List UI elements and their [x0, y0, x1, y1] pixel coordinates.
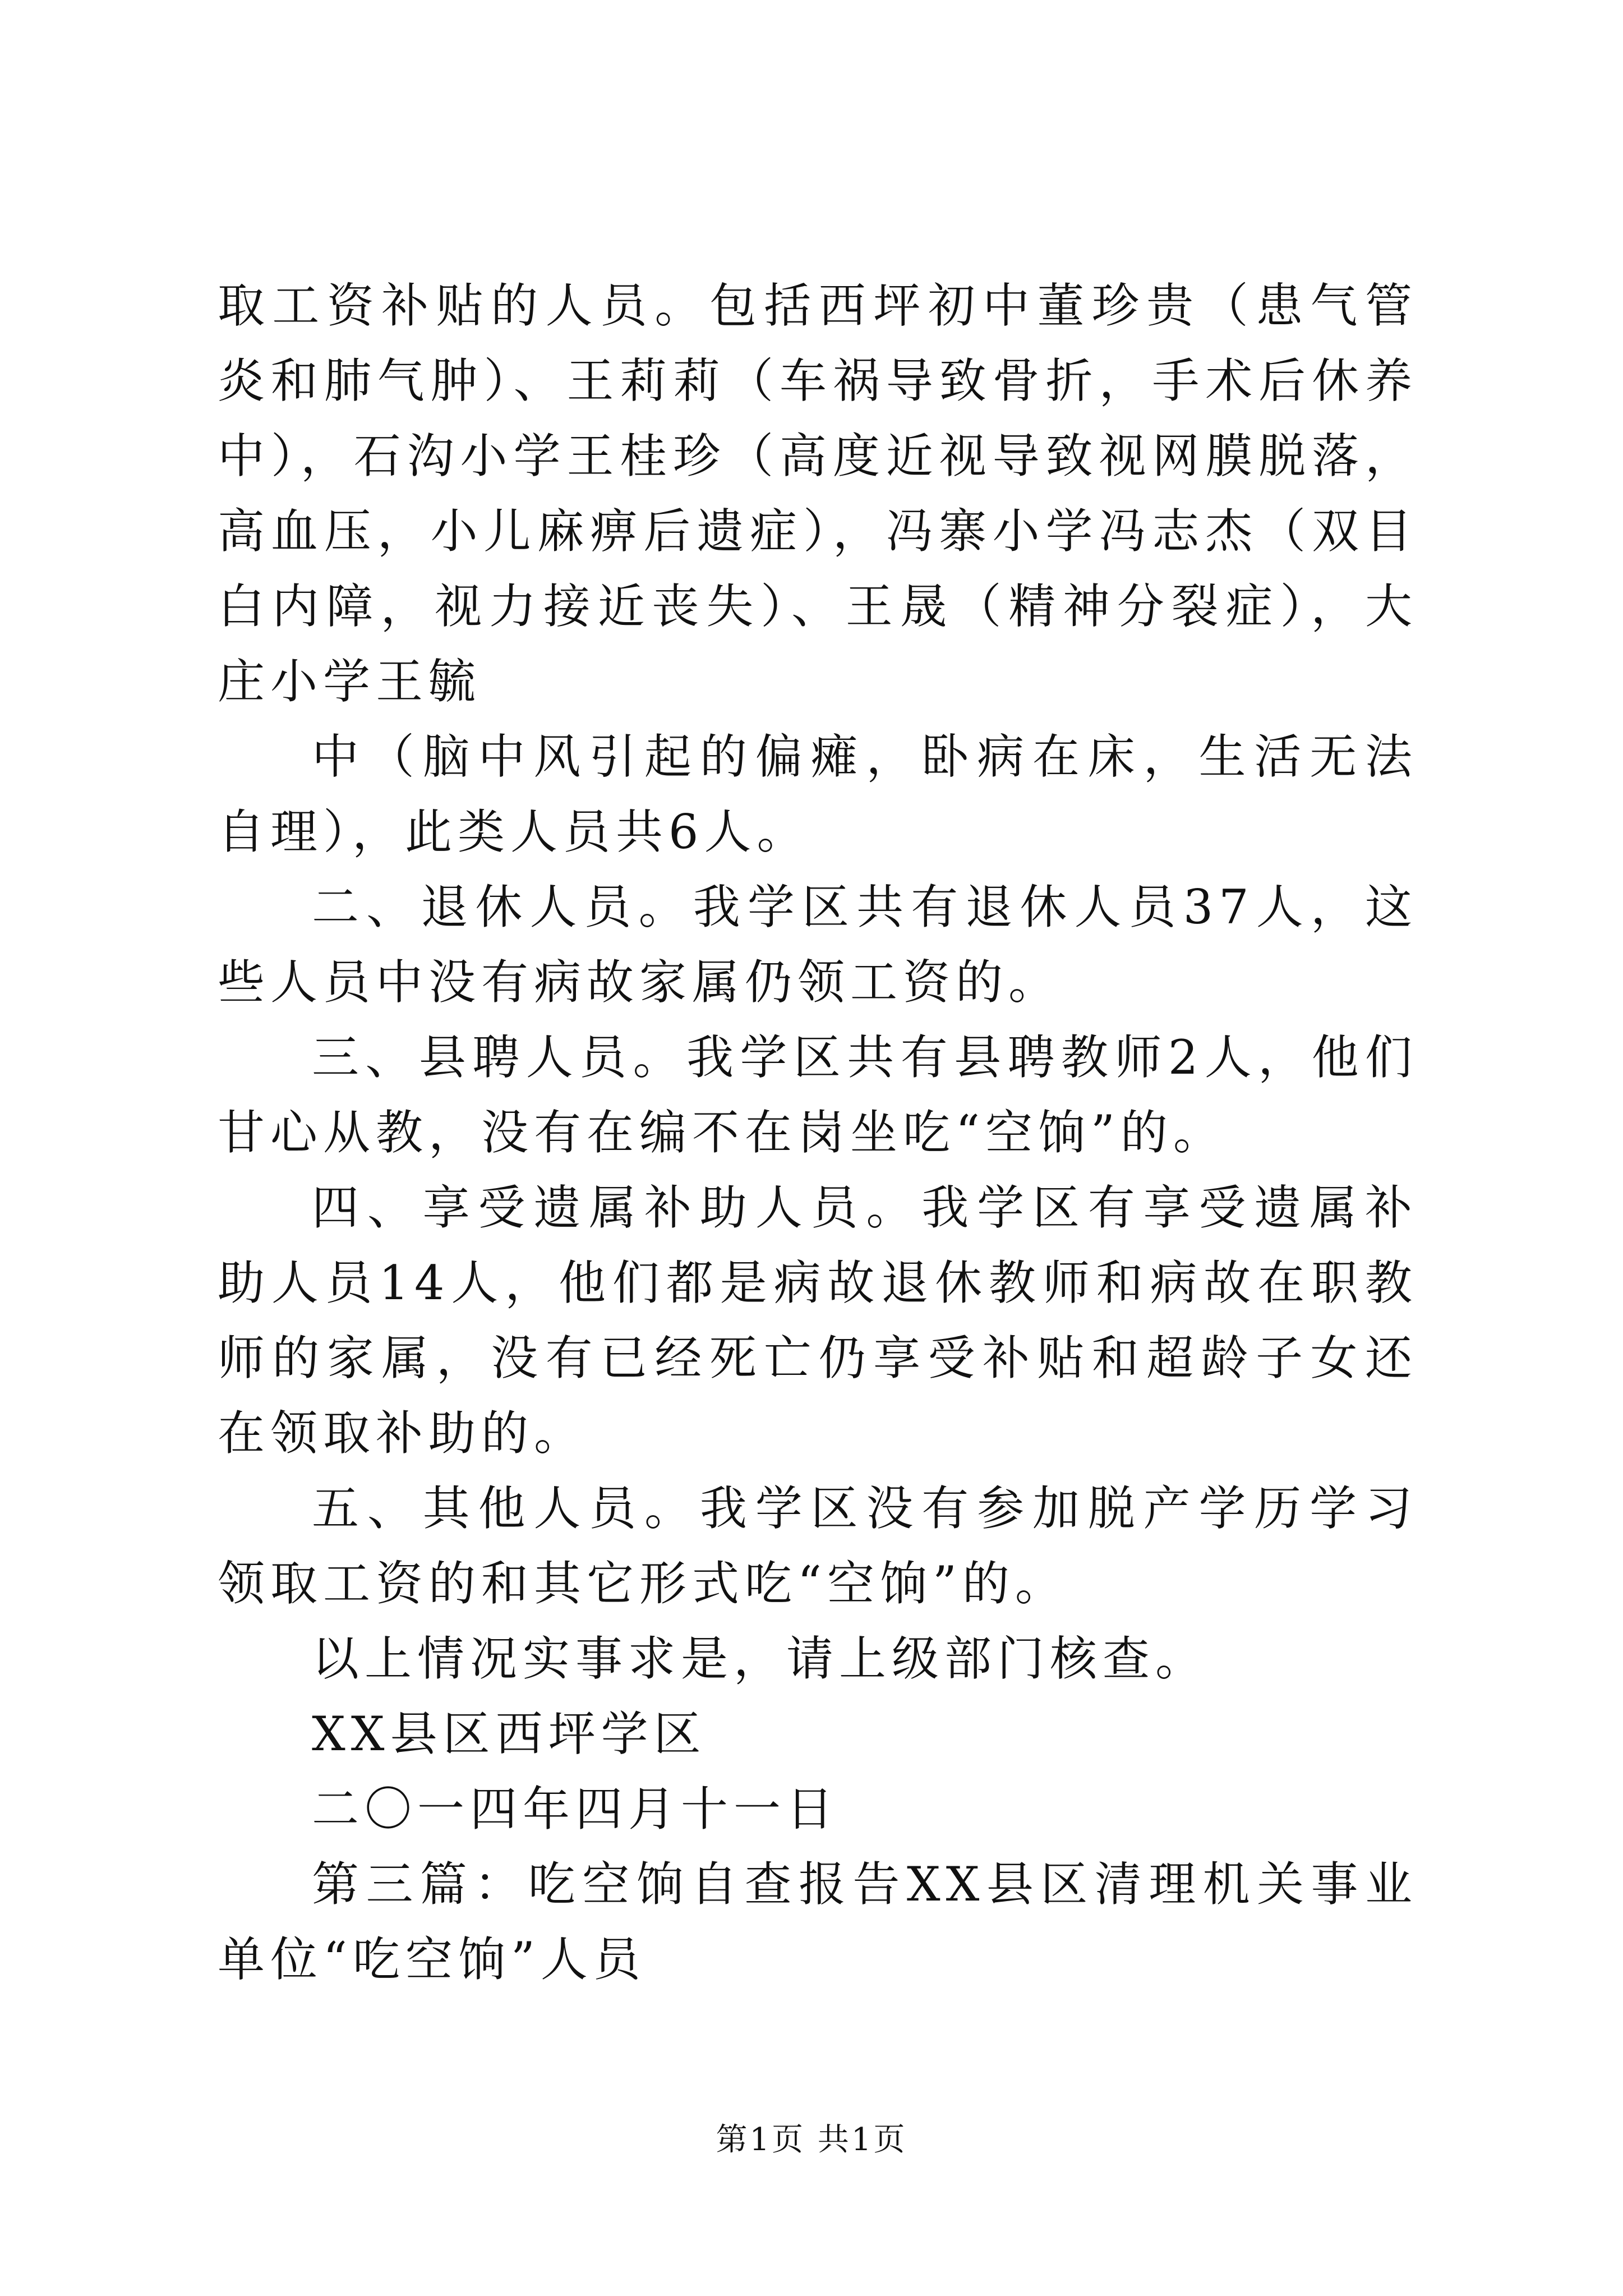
section-heading-part-three: 第三篇：吃空饷自查报告XX县区清理机关事业单位“吃空饷”人员 — [218, 1857, 1418, 1987]
signature-date: 二〇一四年四月十一日 — [312, 1782, 840, 1837]
paragraph-county-hired: 三、县聘人员。我学区共有县聘教师2人，他们甘心从教，没有在编不在岗坐吃“空饷”的。 — [218, 1030, 1418, 1160]
paragraph-patients-summary: 中（脑中风引起的偏瘫，卧病在床，生活无法自理），此类人员共6人。 — [218, 729, 1418, 859]
paragraph-survivor-subsidy: 四、享受遗属补助人员。我学区有享受遗属补助人员14人，他们都是病故退休教师和病故在职教师的家属，没有已经死亡仍享受补贴和超龄子女还在领取补助的。 — [218, 1180, 1418, 1461]
signature-organization: XX县区西坪学区 — [312, 1706, 707, 1761]
paragraph-retired-staff: 二、退休人员。我学区共有退休人员37人，这些人员中没有病故家属仍领工资的。 — [218, 880, 1418, 1010]
paragraph-other-staff: 五、其他人员。我学区没有参加脱产学历学习领取工资的和其它形式吃“空饷”的。 — [218, 1481, 1418, 1611]
page-footer: 第1页 共1页 — [716, 2122, 907, 2158]
paragraph-continuation: 取工资补贴的人员。包括西坪初中董珍贵（患气管炎和肺气肿）、王莉莉（车祸导致骨折，手术后休养中），石沟小学王桂珍（高度近视导致视网膜脱落，高血压，小儿麻痹后遗症），冯寨小学冯志杰（双目白内障，视力接近丧失）、王晟（精神分裂症），大庄小学王毓 — [218, 278, 1418, 709]
paragraph-closing: 以上情况实事求是，请上级部门核查。 — [312, 1631, 1209, 1686]
document-body — [218, 268, 1418, 1997]
